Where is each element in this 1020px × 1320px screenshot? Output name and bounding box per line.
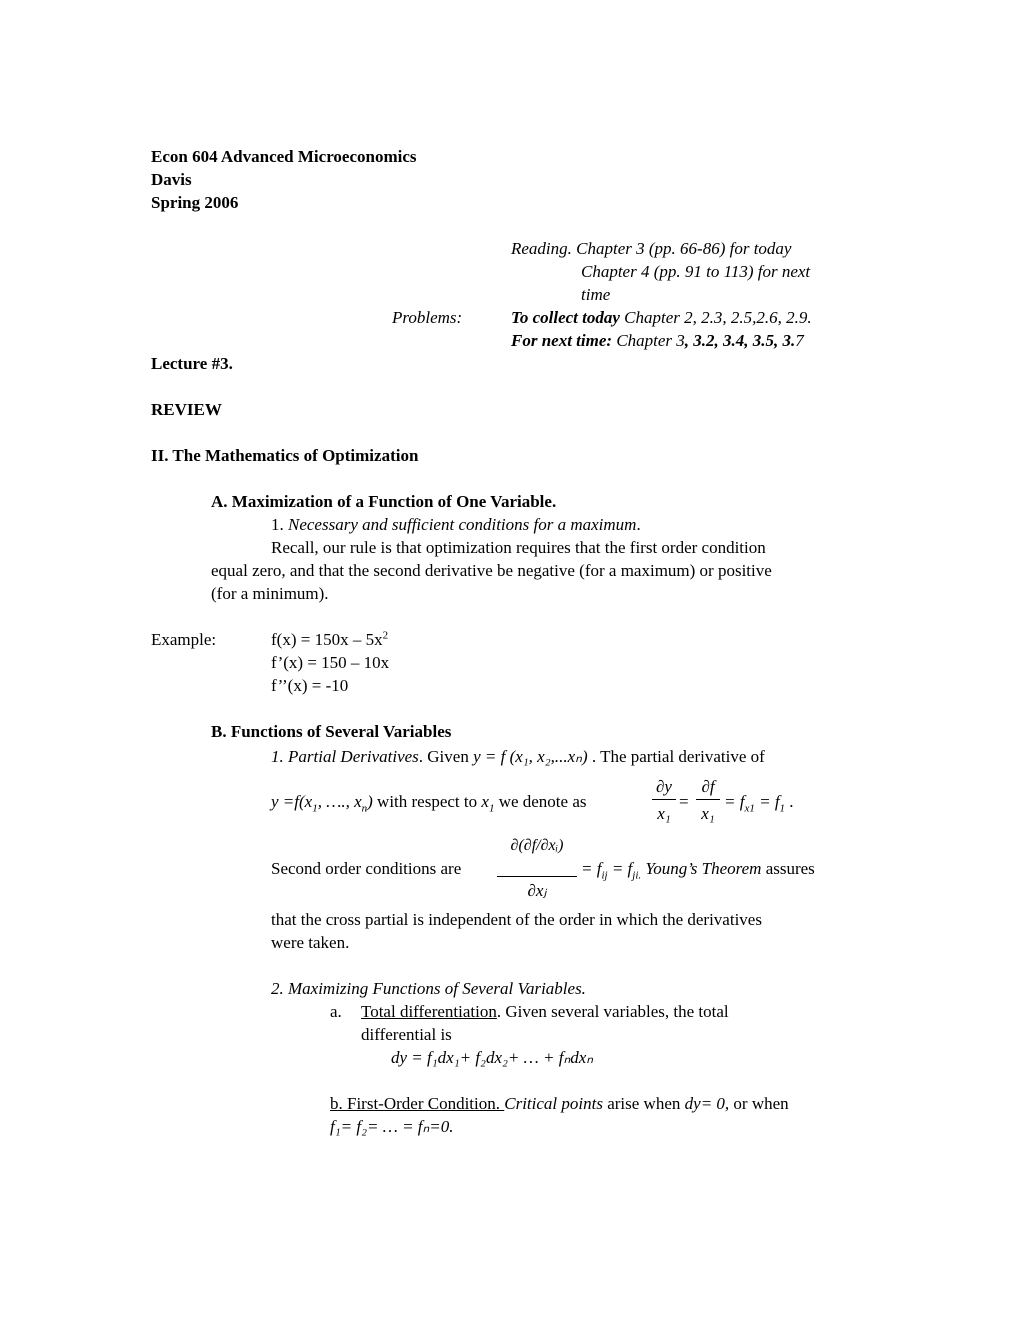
pd-subn: n <box>361 802 368 815</box>
so-fij: = f <box>581 859 602 878</box>
item1-text: Necessary and sufficient conditions for a maximum <box>288 515 637 534</box>
eq-df: ∂f <box>701 777 715 796</box>
eq-dy: ∂y <box>656 777 672 796</box>
total-diff-line2: differential is <box>361 1025 452 1044</box>
example-first-derivative: f’(x) = 150 – 10x <box>271 653 390 672</box>
reading-next-line1: Chapter 4 (pp. 91 to 113) for next <box>581 262 811 281</box>
pd-text: with respect to <box>372 792 482 811</box>
collect-today-items: Chapter 2, 2.3, 2.5,2.6, 2.9. <box>619 308 812 327</box>
collect-today-label: To collect today <box>511 308 620 327</box>
section-a-para-line1: Recall, our rule is that optimization requires that the first order condition <box>271 538 766 557</box>
section-b-heading: B. Functions of Several Variables <box>211 722 452 741</box>
pd-func: y =f(x <box>271 792 313 811</box>
foc-line2: f₁= f₂= … = fₙ=0. <box>330 1117 454 1136</box>
item1-number: 1. <box>271 515 288 534</box>
eq-f1-sub: 1 <box>779 802 786 815</box>
pd-label: 1. Partial Derivatives <box>271 747 419 766</box>
total-diff-text: . Given several variables, the total <box>496 1002 729 1021</box>
pd-given: . Given <box>418 747 474 766</box>
eq-equals-1: = <box>679 792 689 811</box>
critical-points: Critical points <box>504 1094 603 1113</box>
example-exponent: 2 <box>382 629 389 642</box>
so-denominator: ∂xⱼ <box>527 881 547 900</box>
second-order-label: Second order conditions are <box>271 859 462 878</box>
so-line3: were taken. <box>271 933 350 952</box>
maximizing-heading: 2. Maximizing Functions of Several Variables. <box>271 979 586 998</box>
example-function <box>271 628 388 651</box>
review-heading: REVIEW <box>151 400 222 419</box>
section-ii-heading: II. The Mathematics of Optimization <box>151 446 419 465</box>
example-label: Example: <box>151 630 217 649</box>
section-a-heading: A. Maximization of a Function of One Variable. <box>211 492 557 511</box>
youngs-theorem: Young’s Theorem <box>641 859 762 878</box>
so-frac-line <box>497 876 577 877</box>
problems-collect <box>511 306 812 329</box>
pd-sub1: 1 <box>312 802 318 815</box>
foc-eq: = 0 <box>700 1094 725 1113</box>
term: Spring 2006 <box>151 193 239 212</box>
pd-x-sub: 1 <box>488 802 495 815</box>
total-diff-title: Total differentiation <box>361 1002 497 1021</box>
eq-fx1-sub: x1 <box>744 802 755 815</box>
partial-derivatives-line2 <box>271 790 587 813</box>
total-diff-equation: dy = f₁dx₁+ f₂dx₂+ … + fₙdxₙ <box>391 1048 594 1067</box>
so-fij-sub: ij <box>601 869 608 882</box>
foc-text: arise when <box>602 1094 685 1113</box>
so-equalities <box>581 857 815 880</box>
problems-next <box>511 329 804 352</box>
pd-x: x <box>481 792 489 811</box>
next-time-last: 7 <box>795 331 804 350</box>
problems-label: Problems: <box>392 308 463 327</box>
so-numerator: ∂(∂f/∂xᵢ) <box>510 837 564 854</box>
pd-end: we denote as <box>494 792 587 811</box>
eq-rhs <box>724 790 794 813</box>
section-a-item1 <box>271 513 641 536</box>
next-time-items: , 3.2, 3.4, 3.5, 3. <box>684 331 796 350</box>
lecture-number: Lecture #3. <box>151 354 233 373</box>
foc-or: , or when <box>724 1094 789 1113</box>
pd-after: . The partial derivative of <box>587 747 765 766</box>
so-fji-sub: ji. <box>632 869 642 882</box>
item1-end: . <box>636 515 641 534</box>
reading-next-line2: time <box>581 285 611 304</box>
reading-assignment: Reading. Chapter 3 (pp. 66-86) for today <box>511 239 792 258</box>
pd-close: ) <box>367 792 373 811</box>
eq-frac-line-1 <box>652 799 676 800</box>
item-a-label: a. <box>330 1002 342 1021</box>
section-a-para-line3: (for a minimum). <box>211 584 329 603</box>
so-assures: assures <box>761 859 815 878</box>
example-second-derivative: f’’(x) = -10 <box>271 676 349 695</box>
section-a-para-line2: equal zero, and that the second derivative be negative (for a maximum) or positive <box>211 561 772 580</box>
total-differentiation <box>361 1000 729 1023</box>
foc-dy: dy <box>684 1094 701 1113</box>
pd-mid: , …., x <box>317 792 362 811</box>
course-title: Econ 604 Advanced Microeconomics <box>151 147 417 166</box>
eq-f1: = f <box>754 792 780 811</box>
partial-derivatives-line1 <box>271 745 765 768</box>
next-time-chapter: Chapter 3 <box>612 331 685 350</box>
pd-formula: y = f (x₁, x₂,...xₙ) <box>473 747 588 766</box>
eq-x1-a: x₁ <box>657 804 671 823</box>
foc-title: b. First-Order Condition. <box>330 1094 505 1113</box>
so-fji: = f <box>607 859 633 878</box>
first-order-condition <box>330 1092 789 1115</box>
eq-x1-b: x₁ <box>701 804 715 823</box>
so-line2: that the cross partial is independent of the order in which the derivatives <box>271 910 762 929</box>
eq-end: . <box>785 792 794 811</box>
instructor-name: Davis <box>151 170 192 189</box>
eq-frac-line-2 <box>696 799 720 800</box>
example-fx: f(x) = 150x – 5x <box>271 630 383 649</box>
next-time-label: For next time: <box>511 331 613 350</box>
eq-fx1: = f <box>724 792 745 811</box>
